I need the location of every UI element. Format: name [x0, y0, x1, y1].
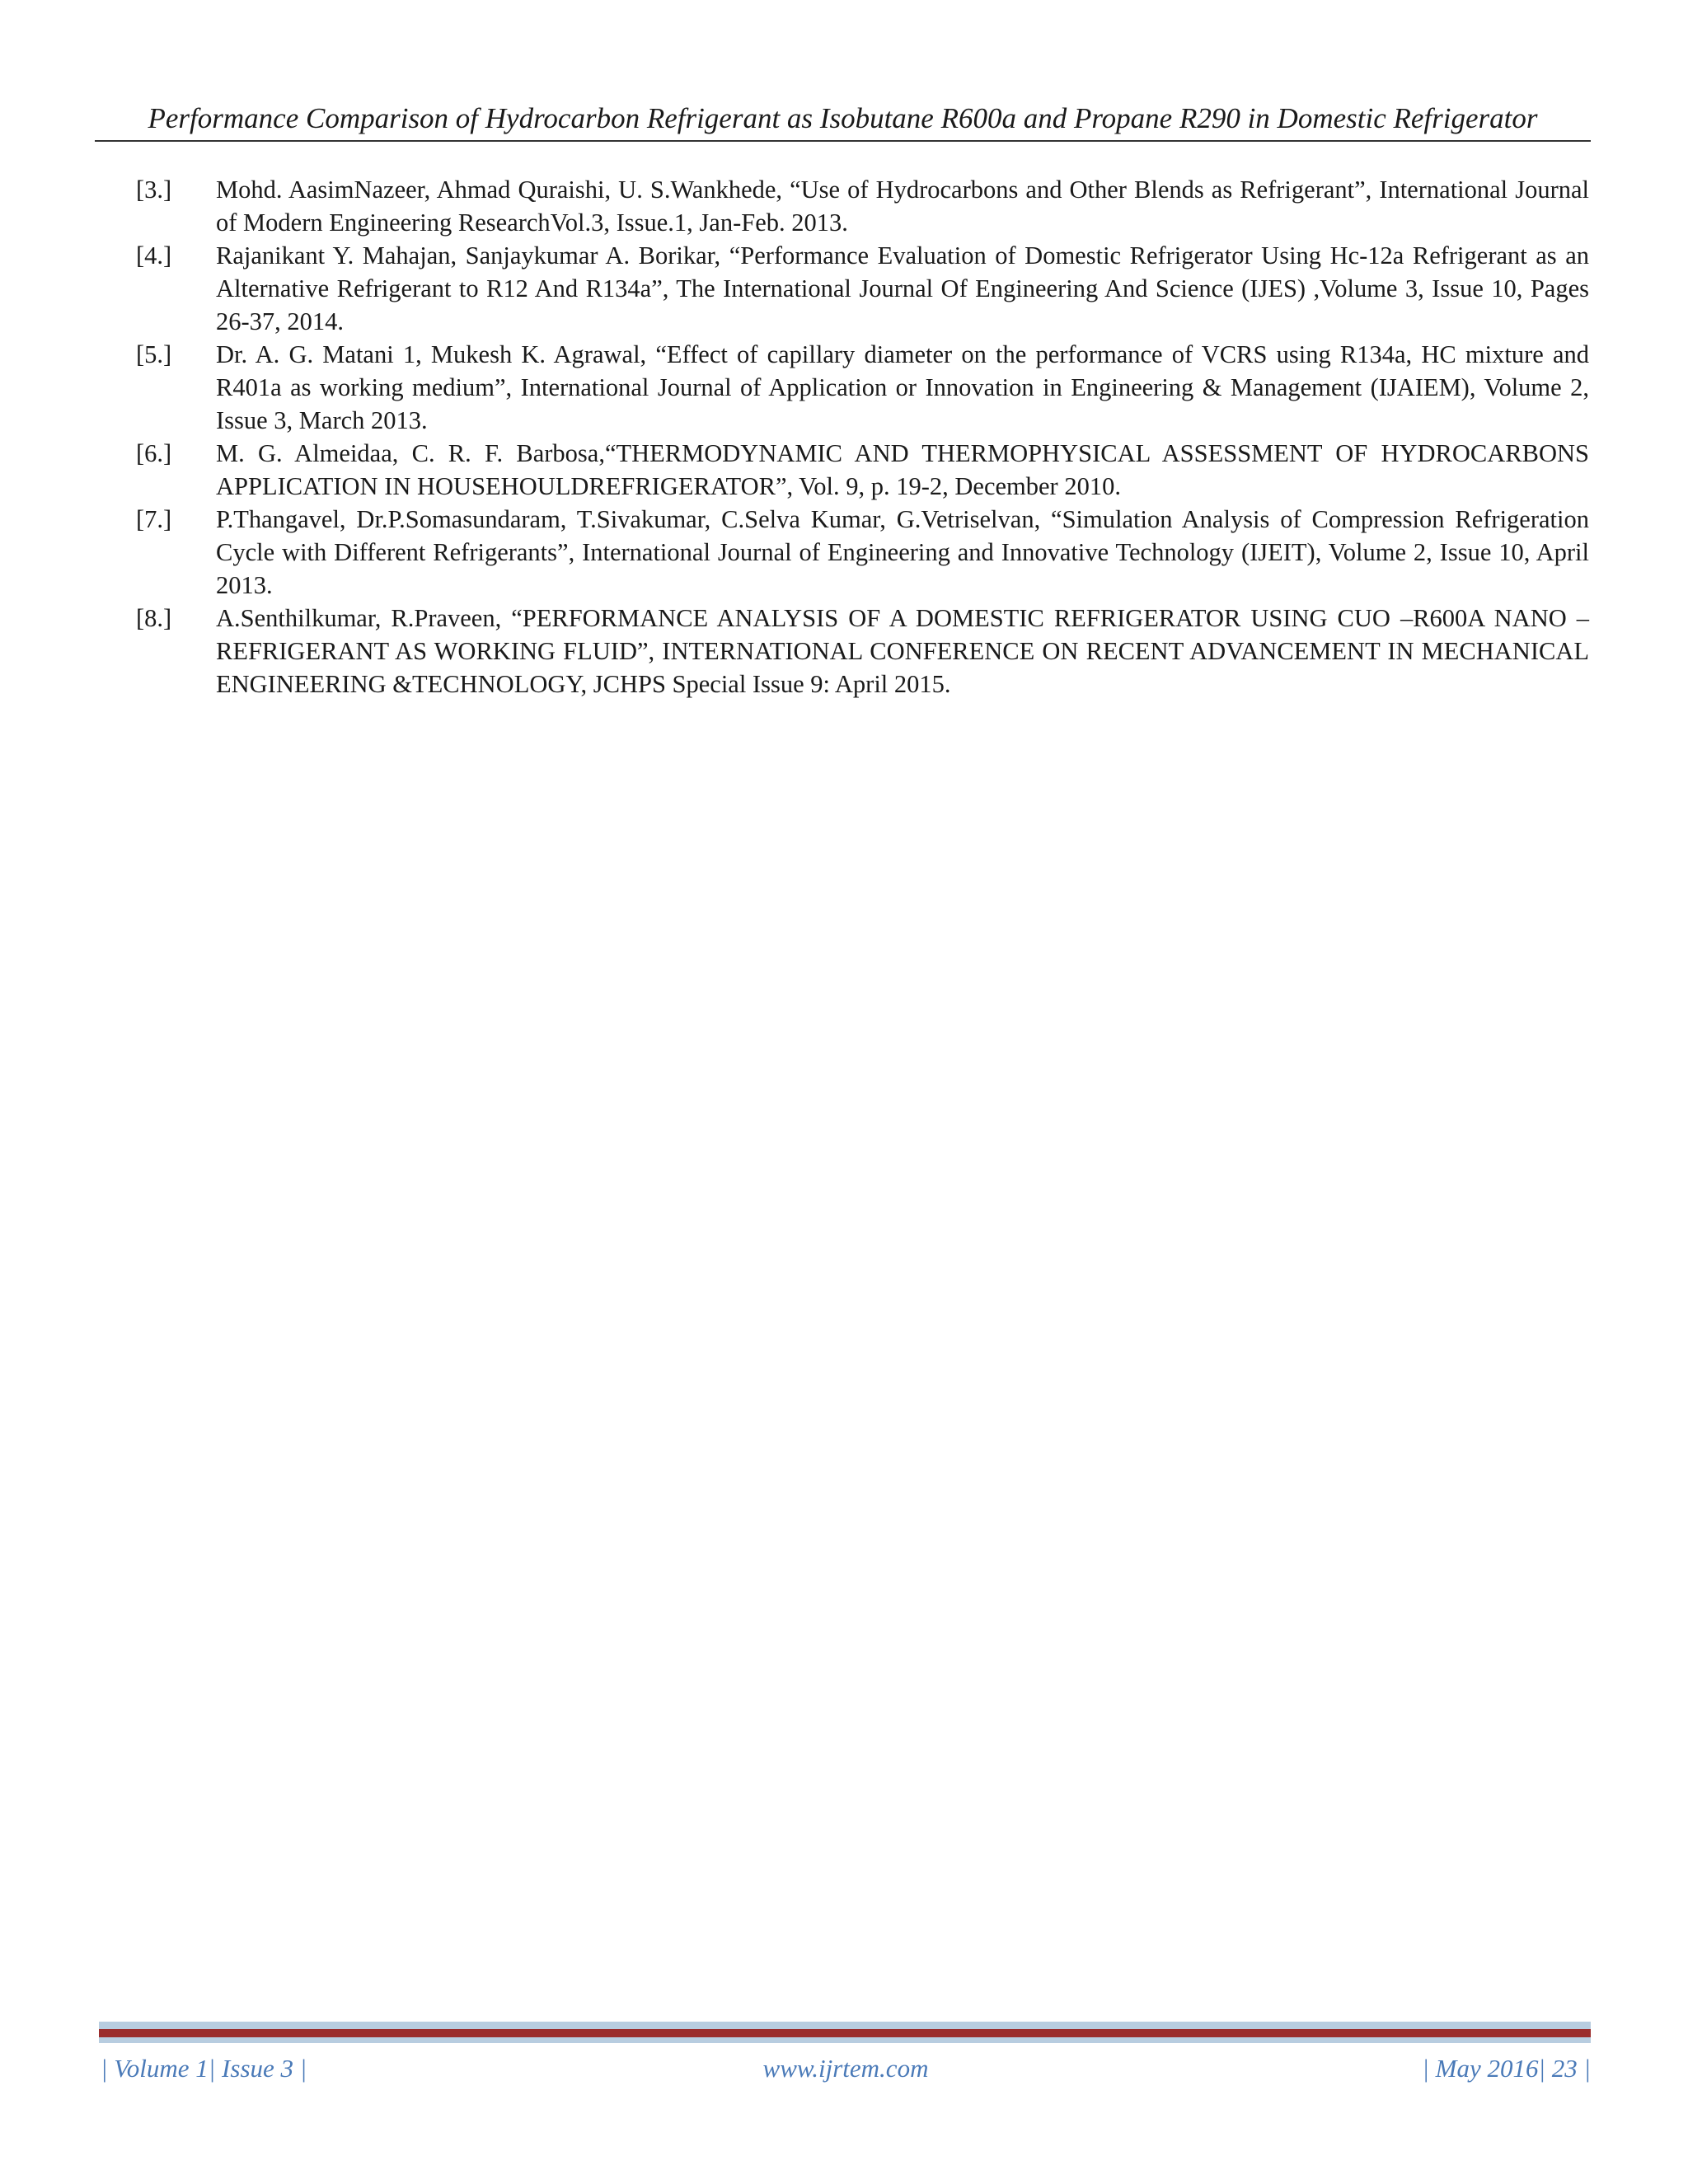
reference-text: A.Senthilkumar, R.Praveen, “PERFORMANCE ANALYSIS OF A DOMESTIC REFRIGERATOR USING CUO –R600A NANO – REFRIGERANT AS WORKING FLUID”, INTERNATIONAL CONFERENCE ON RECENT ADVANCEMENT IN MECHANICAL ENGINEERING &TECHNOLOGY, JCHPS Special Issue 9: April 2015. — [216, 604, 1589, 698]
footer-rule-light-bottom — [99, 2037, 1591, 2043]
reference-item — [136, 503, 1589, 602]
reference-number: [4.] — [136, 241, 172, 269]
reference-text: Dr. A. G. Matani 1, Mukesh K. Agrawal, “Effect of capillary diameter on the performance of VCRS using R134a, HC mixture and R401a as working medium”, International Journal of Application or Innovation in Engineering & Management (IJAIEM), Volume 2, Issue 3, March 2013. — [216, 340, 1589, 434]
footer-rule-light-top — [99, 2022, 1591, 2029]
reference-item — [136, 173, 1589, 239]
reference-number: [3.] — [136, 176, 172, 204]
running-title: Performance Comparison of Hydrocarbon Refrigerant as Isobutane R600a and Propane R290 in Domestic Refrigerator — [148, 102, 1538, 134]
running-header — [95, 97, 1591, 142]
reference-text: M. G. Almeidaa, C. R. F. Barbosa,“THERMODYNAMIC AND THERMOPHYSICAL ASSESSMENT OF HYDROCARBONS APPLICATION IN HOUSEHOULDREFRIGERATOR”, Vol. 9, p. 19-2, December 2010. — [216, 439, 1589, 500]
reference-item — [136, 437, 1589, 503]
reference-number: [5.] — [136, 340, 172, 368]
footer-rule — [99, 2022, 1591, 2046]
footer-date-page: | May 2016| 23 | — [1422, 2054, 1591, 2083]
reference-list — [136, 173, 1589, 701]
reference-number: [8.] — [136, 604, 172, 632]
reference-text: P.Thangavel, Dr.P.Somasundaram, T.Sivakumar, C.Selva Kumar, G.Vetriselvan, “Simulation Analysis of Compression Refrigeration Cycle with Different Refrigerants”, International Journal of Engineering and Innovative Technology (IJEIT), Volume 2, Issue 10, April 2013. — [216, 505, 1589, 599]
footer-volume-issue: | Volume 1| Issue 3 | — [101, 2054, 307, 2083]
reference-item — [136, 239, 1589, 338]
reference-item — [136, 602, 1589, 701]
reference-text: Rajanikant Y. Mahajan, Sanjaykumar A. Borikar, “Performance Evaluation of Domestic Refrigerator Using Hc-12a Refrigerant as an Alternative Refrigerant to R12 And R134a”, The International Journal Of Engineering And Science (IJES) ,Volume 3, Issue 10, Pages 26-37, 2014. — [216, 241, 1589, 335]
page-footer — [101, 2052, 1591, 2085]
reference-item — [136, 338, 1589, 437]
footer-website-link[interactable]: www.ijrtem.com — [762, 2054, 929, 2083]
footer-rule-dark — [99, 2029, 1591, 2037]
reference-number: [7.] — [136, 505, 172, 533]
reference-text: Mohd. AasimNazeer, Ahmad Quraishi, U. S.Wankhede, “Use of Hydrocarbons and Other Blends as Refrigerant”, International Journal of Modern Engineering ResearchVol.3, Issue.1, Jan-Feb. 2013. — [216, 176, 1589, 237]
reference-number: [6.] — [136, 439, 172, 467]
